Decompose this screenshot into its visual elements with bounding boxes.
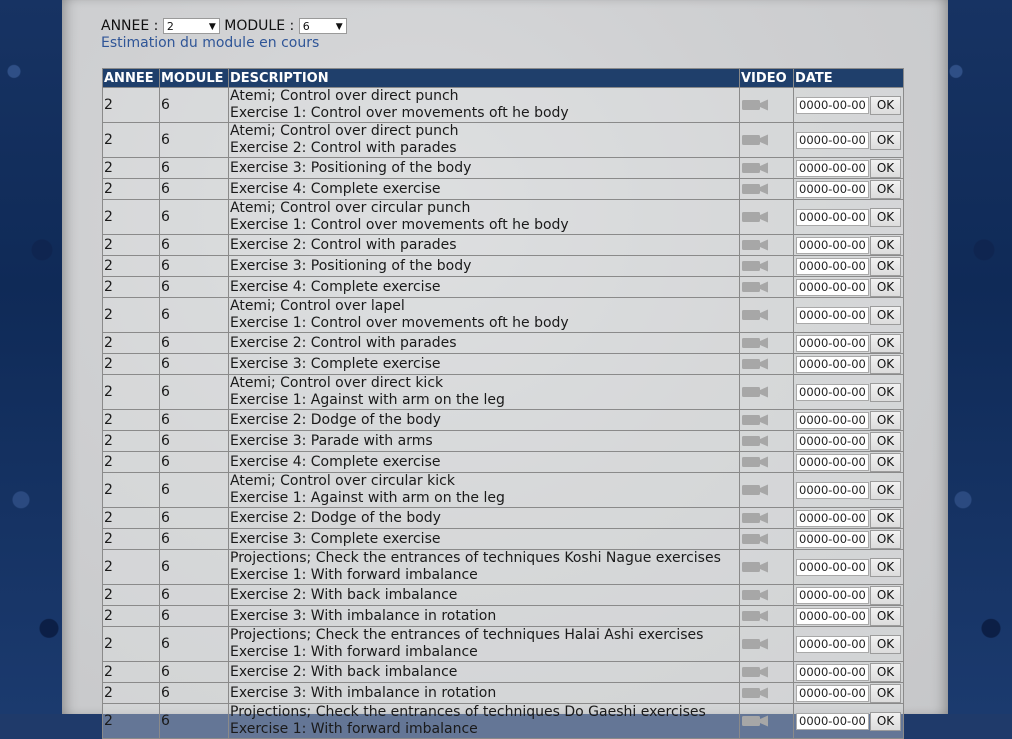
description-line: Exercise 2: Control with parades — [230, 236, 457, 253]
table-row — [103, 354, 904, 375]
cell-date — [794, 158, 904, 179]
cell-description — [229, 683, 740, 704]
table-row — [103, 158, 904, 179]
description-line: Exercise 1: With forward imbalance — [230, 567, 478, 583]
cell-module: 6 — [160, 550, 229, 585]
cell-date — [794, 354, 904, 375]
cell-module: 6 — [160, 704, 229, 739]
ok-button[interactable]: OK — [870, 586, 901, 605]
cell-date — [794, 179, 904, 200]
date-input[interactable]: 0000-00-00 — [796, 279, 869, 296]
table-row — [103, 473, 904, 508]
cell-module: 6 — [160, 662, 229, 683]
module-select[interactable] — [299, 18, 347, 34]
cell-annee: 2 — [103, 298, 160, 333]
cell-video — [740, 585, 794, 606]
cell-date — [794, 431, 904, 452]
cell-annee: 2 — [103, 256, 160, 277]
module-label: MODULE : — [224, 18, 295, 34]
cell-description — [229, 375, 740, 410]
ok-button[interactable]: OK — [870, 509, 901, 528]
description-line: Exercise 2: With back imbalance — [230, 663, 458, 680]
cell-video — [740, 256, 794, 277]
decorative-right-border — [942, 0, 1012, 714]
cell-description — [229, 550, 740, 585]
video-camera-icon[interactable] — [741, 714, 769, 728]
cell-annee: 2 — [103, 123, 160, 158]
cell-description — [229, 179, 740, 200]
description-line: Atemi; Control over lapel — [230, 298, 405, 314]
cell-video — [740, 298, 794, 333]
date-input[interactable]: 0000-00-00 — [796, 209, 869, 226]
description-line: Exercise 1: Control over movements oft he body — [230, 315, 569, 331]
cell-date — [794, 123, 904, 158]
description-line: Atemi; Control over direct punch — [230, 88, 459, 104]
decorative-left-border — [0, 0, 70, 714]
cell-module: 6 — [160, 277, 229, 298]
date-input[interactable]: 0000-00-00 — [796, 482, 869, 499]
description-line: Exercise 3: Complete exercise — [230, 530, 441, 547]
ok-button[interactable]: OK — [870, 481, 901, 500]
cell-module: 6 — [160, 375, 229, 410]
description-line: Exercise 2: Dodge of the body — [230, 411, 441, 428]
cell-annee: 2 — [103, 235, 160, 256]
cell-date — [794, 298, 904, 333]
ok-button[interactable]: OK — [870, 334, 901, 353]
video-camera-icon[interactable] — [741, 686, 769, 700]
cell-video — [740, 627, 794, 662]
cell-module: 6 — [160, 256, 229, 277]
ok-button[interactable]: OK — [870, 530, 901, 549]
description-line: Exercise 4: Complete exercise — [230, 453, 441, 470]
date-input[interactable]: 0000-00-00 — [796, 559, 869, 576]
table-row — [103, 333, 904, 354]
filter-controls — [101, 16, 347, 36]
cell-date — [794, 508, 904, 529]
description-line: Atemi; Control over direct kick — [230, 375, 444, 391]
description-line: Exercise 3: Complete exercise — [230, 355, 441, 372]
cell-module: 6 — [160, 179, 229, 200]
cell-annee: 2 — [103, 473, 160, 508]
cell-annee: 2 — [103, 333, 160, 354]
video-camera-icon[interactable] — [741, 532, 769, 546]
table-row — [103, 704, 904, 739]
description-line: Exercise 2: Control with parades — [230, 140, 457, 156]
cell-video — [740, 158, 794, 179]
table-row — [103, 179, 904, 200]
cell-annee: 2 — [103, 354, 160, 375]
cell-module: 6 — [160, 88, 229, 123]
cell-description — [229, 158, 740, 179]
date-input[interactable]: 0000-00-00 — [796, 713, 869, 730]
cell-annee: 2 — [103, 431, 160, 452]
cell-module: 6 — [160, 585, 229, 606]
video-camera-icon[interactable] — [741, 455, 769, 469]
cell-description — [229, 235, 740, 256]
description-line: Exercise 1: Against with arm on the leg — [230, 490, 505, 506]
ok-button[interactable]: OK — [870, 432, 901, 451]
table-row — [103, 88, 904, 123]
cell-description — [229, 704, 740, 739]
table-row — [103, 277, 904, 298]
cell-annee: 2 — [103, 662, 160, 683]
ok-button[interactable]: OK — [870, 663, 901, 682]
cell-description — [229, 88, 740, 123]
date-input[interactable]: 0000-00-00 — [796, 433, 869, 450]
cell-description — [229, 627, 740, 662]
ok-button[interactable]: OK — [870, 180, 901, 199]
table-row — [103, 452, 904, 473]
cell-annee: 2 — [103, 529, 160, 550]
video-camera-icon[interactable] — [741, 98, 769, 112]
date-input[interactable]: 0000-00-00 — [796, 384, 869, 401]
description-line: Exercise 3: With imbalance in rotation — [230, 684, 497, 701]
cell-date — [794, 704, 904, 739]
header-date: DATE — [794, 69, 904, 88]
description-line: Atemi; Control over circular punch — [230, 200, 471, 216]
table-row — [103, 529, 904, 550]
ok-button[interactable]: OK — [870, 453, 901, 472]
cell-annee: 2 — [103, 508, 160, 529]
cell-module: 6 — [160, 431, 229, 452]
cell-annee: 2 — [103, 410, 160, 431]
ok-button[interactable]: OK — [870, 257, 901, 276]
video-camera-icon[interactable] — [741, 609, 769, 623]
table-row — [103, 200, 904, 235]
ok-button[interactable]: OK — [870, 96, 901, 115]
cell-module: 6 — [160, 354, 229, 375]
cell-date — [794, 375, 904, 410]
cell-video — [740, 333, 794, 354]
video-camera-icon[interactable] — [741, 637, 769, 651]
cell-date — [794, 473, 904, 508]
cell-description — [229, 123, 740, 158]
cell-video — [740, 179, 794, 200]
table-row — [103, 235, 904, 256]
video-camera-icon[interactable] — [741, 385, 769, 399]
cell-date — [794, 88, 904, 123]
cell-description — [229, 452, 740, 473]
ok-button[interactable]: OK — [870, 684, 901, 703]
cell-date — [794, 235, 904, 256]
video-camera-icon[interactable] — [741, 511, 769, 525]
cell-video — [740, 235, 794, 256]
cell-annee: 2 — [103, 683, 160, 704]
date-input[interactable]: 0000-00-00 — [796, 531, 869, 548]
cell-date — [794, 683, 904, 704]
cell-date — [794, 662, 904, 683]
table-row — [103, 508, 904, 529]
cell-module: 6 — [160, 529, 229, 550]
date-input[interactable]: 0000-00-00 — [796, 356, 869, 373]
video-camera-icon[interactable] — [741, 161, 769, 175]
cell-description — [229, 333, 740, 354]
cell-video — [740, 277, 794, 298]
cell-module: 6 — [160, 683, 229, 704]
cell-video — [740, 431, 794, 452]
description-line: Projections; Check the entrances of techniques Do Gaeshi exercises — [230, 704, 706, 720]
video-camera-icon[interactable] — [741, 210, 769, 224]
annee-label: ANNEE : — [101, 18, 159, 34]
cell-date — [794, 550, 904, 585]
cell-video — [740, 683, 794, 704]
date-input[interactable]: 0000-00-00 — [796, 636, 869, 653]
description-line: Exercise 2: With back imbalance — [230, 586, 458, 603]
cell-video — [740, 375, 794, 410]
cell-date — [794, 529, 904, 550]
table-row — [103, 298, 904, 333]
date-input[interactable]: 0000-00-00 — [796, 335, 869, 352]
ok-button[interactable]: OK — [870, 635, 901, 654]
table-row — [103, 375, 904, 410]
video-camera-icon[interactable] — [741, 588, 769, 602]
date-input[interactable]: 0000-00-00 — [796, 237, 869, 254]
table-row — [103, 550, 904, 585]
description-line: Atemi; Control over direct punch — [230, 123, 459, 139]
cell-video — [740, 662, 794, 683]
table-header-row — [103, 69, 904, 88]
table-row — [103, 431, 904, 452]
cell-date — [794, 333, 904, 354]
exercises-table — [102, 68, 904, 739]
table-row — [103, 683, 904, 704]
video-camera-icon[interactable] — [741, 560, 769, 574]
date-input[interactable]: 0000-00-00 — [796, 587, 869, 604]
chevron-down-icon: ▼ — [335, 22, 343, 32]
description-line: Exercise 1: With forward imbalance — [230, 721, 478, 737]
date-input[interactable]: 0000-00-00 — [796, 132, 869, 149]
cell-module: 6 — [160, 158, 229, 179]
cell-date — [794, 606, 904, 627]
cell-description — [229, 585, 740, 606]
video-camera-icon[interactable] — [741, 280, 769, 294]
date-input[interactable]: 0000-00-00 — [796, 307, 869, 324]
cell-date — [794, 256, 904, 277]
cell-description — [229, 256, 740, 277]
date-input[interactable]: 0000-00-00 — [796, 685, 869, 702]
cell-date — [794, 627, 904, 662]
ok-button[interactable]: OK — [870, 383, 901, 402]
description-line: Exercise 1: With forward imbalance — [230, 644, 478, 660]
cell-video — [740, 508, 794, 529]
video-camera-icon[interactable] — [741, 336, 769, 350]
cell-date — [794, 585, 904, 606]
cell-module: 6 — [160, 508, 229, 529]
description-line: Exercise 1: Control over movements oft he body — [230, 217, 569, 233]
cell-video — [740, 452, 794, 473]
cell-annee: 2 — [103, 606, 160, 627]
cell-annee: 2 — [103, 88, 160, 123]
description-line: Exercise 2: Control with parades — [230, 334, 457, 351]
video-camera-icon[interactable] — [741, 413, 769, 427]
table-row — [103, 662, 904, 683]
description-line: Projections; Check the entrances of techniques Halai Ashi exercises — [230, 627, 704, 643]
date-input[interactable]: 0000-00-00 — [796, 160, 869, 177]
video-camera-icon[interactable] — [741, 665, 769, 679]
cell-video — [740, 529, 794, 550]
description-line: Exercise 3: With imbalance in rotation — [230, 607, 497, 624]
cell-annee: 2 — [103, 158, 160, 179]
video-camera-icon[interactable] — [741, 357, 769, 371]
cell-date — [794, 410, 904, 431]
table-row — [103, 606, 904, 627]
cell-date — [794, 452, 904, 473]
estimation-link[interactable]: Estimation du module en cours — [101, 35, 320, 51]
header-module: MODULE — [160, 69, 229, 88]
ok-button[interactable]: OK — [870, 558, 901, 577]
module-select-value: 6 — [302, 20, 310, 33]
date-input[interactable]: 0000-00-00 — [796, 97, 869, 114]
cell-video — [740, 550, 794, 585]
cell-module: 6 — [160, 200, 229, 235]
annee-select-value: 2 — [166, 20, 174, 33]
cell-date — [794, 200, 904, 235]
cell-module: 6 — [160, 235, 229, 256]
ok-button[interactable]: OK — [870, 607, 901, 626]
description-line: Exercise 3: Positioning of the body — [230, 159, 472, 176]
cell-module: 6 — [160, 123, 229, 158]
table-row — [103, 410, 904, 431]
cell-module: 6 — [160, 473, 229, 508]
cell-annee: 2 — [103, 277, 160, 298]
description-line: Exercise 1: Control over movements oft he body — [230, 105, 569, 121]
cell-annee: 2 — [103, 200, 160, 235]
date-input[interactable]: 0000-00-00 — [796, 608, 869, 625]
cell-module: 6 — [160, 452, 229, 473]
date-input[interactable]: 0000-00-00 — [796, 181, 869, 198]
video-camera-icon[interactable] — [741, 238, 769, 252]
video-camera-icon[interactable] — [741, 133, 769, 147]
cell-module: 6 — [160, 410, 229, 431]
table-row — [103, 585, 904, 606]
cell-description — [229, 354, 740, 375]
ok-button[interactable]: OK — [870, 712, 901, 731]
ok-button[interactable]: OK — [870, 278, 901, 297]
table-row — [103, 123, 904, 158]
cell-video — [740, 410, 794, 431]
description-line: Exercise 2: Dodge of the body — [230, 509, 441, 526]
cell-annee: 2 — [103, 550, 160, 585]
cell-annee: 2 — [103, 627, 160, 662]
description-line: Exercise 3: Positioning of the body — [230, 257, 472, 274]
cell-video — [740, 606, 794, 627]
video-camera-icon[interactable] — [741, 182, 769, 196]
ok-button[interactable]: OK — [870, 306, 901, 325]
cell-video — [740, 200, 794, 235]
date-input[interactable]: 0000-00-00 — [796, 412, 869, 429]
header-description: DESCRIPTION — [229, 69, 740, 88]
cell-video — [740, 704, 794, 739]
video-camera-icon[interactable] — [741, 483, 769, 497]
video-camera-icon[interactable] — [741, 434, 769, 448]
annee-select[interactable] — [163, 18, 220, 34]
cell-description — [229, 200, 740, 235]
cell-annee: 2 — [103, 179, 160, 200]
header-annee: ANNEE — [103, 69, 160, 88]
cell-description — [229, 277, 740, 298]
ok-button[interactable]: OK — [870, 355, 901, 374]
description-line: Exercise 3: Parade with arms — [230, 432, 433, 449]
description-line: Atemi; Control over circular kick — [230, 473, 455, 489]
cell-video — [740, 354, 794, 375]
cell-description — [229, 529, 740, 550]
cell-description — [229, 410, 740, 431]
cell-description — [229, 662, 740, 683]
cell-date — [794, 277, 904, 298]
cell-description — [229, 473, 740, 508]
video-camera-icon[interactable] — [741, 259, 769, 273]
date-input[interactable]: 0000-00-00 — [796, 510, 869, 527]
date-input[interactable]: 0000-00-00 — [796, 664, 869, 681]
ok-button[interactable]: OK — [870, 411, 901, 430]
ok-button[interactable]: OK — [870, 208, 901, 227]
cell-description — [229, 606, 740, 627]
cell-annee: 2 — [103, 452, 160, 473]
cell-annee: 2 — [103, 375, 160, 410]
video-camera-icon[interactable] — [741, 308, 769, 322]
cell-module: 6 — [160, 333, 229, 354]
ok-button[interactable]: OK — [870, 236, 901, 255]
cell-annee: 2 — [103, 704, 160, 739]
ok-button[interactable]: OK — [870, 131, 901, 150]
description-line: Exercise 4: Complete exercise — [230, 180, 441, 197]
description-line: Exercise 4: Complete exercise — [230, 278, 441, 295]
chevron-down-icon: ▼ — [208, 22, 216, 32]
header-video: VIDEO — [740, 69, 794, 88]
cell-video — [740, 123, 794, 158]
cell-module: 6 — [160, 298, 229, 333]
cell-video — [740, 473, 794, 508]
date-input[interactable]: 0000-00-00 — [796, 454, 869, 471]
cell-description — [229, 431, 740, 452]
description-line: Projections; Check the entrances of techniques Koshi Nague exercises — [230, 550, 721, 566]
cell-module: 6 — [160, 606, 229, 627]
cell-module: 6 — [160, 627, 229, 662]
table-row — [103, 627, 904, 662]
cell-description — [229, 298, 740, 333]
description-line: Exercise 1: Against with arm on the leg — [230, 392, 505, 408]
table-row — [103, 256, 904, 277]
cell-description — [229, 508, 740, 529]
cell-annee: 2 — [103, 585, 160, 606]
date-input[interactable]: 0000-00-00 — [796, 258, 869, 275]
cell-video — [740, 88, 794, 123]
ok-button[interactable]: OK — [870, 159, 901, 178]
